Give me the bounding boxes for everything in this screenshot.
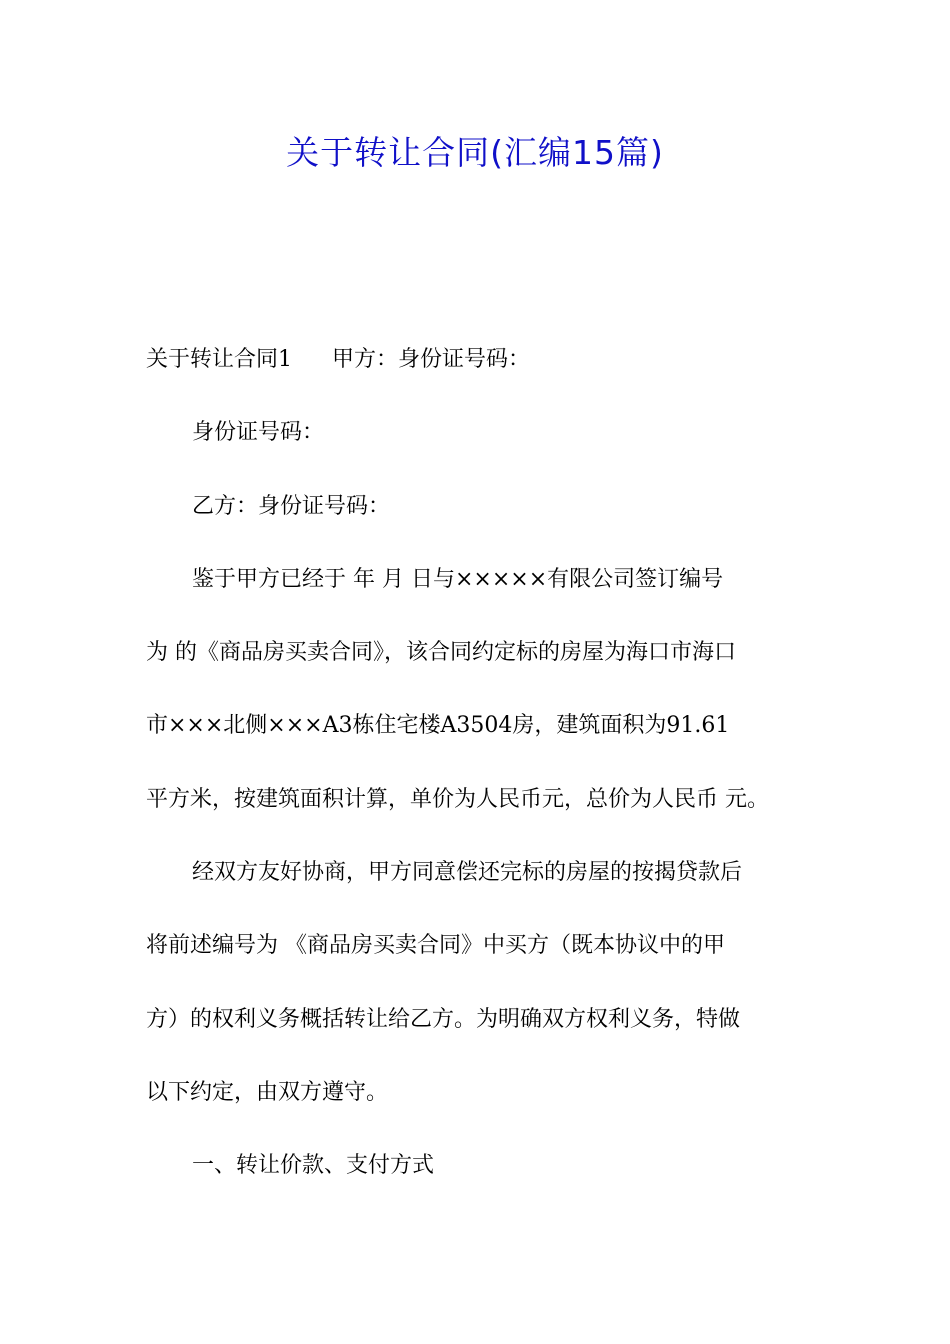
paragraph-line: 方）的权利义务概括转让给乙方。为明确双方权利义务，特做 bbox=[146, 1006, 741, 1032]
section-heading-line: 一、转让价款、支付方式 bbox=[192, 1153, 435, 1179]
document-title: 关于转让合同(汇编15篇) bbox=[286, 133, 664, 172]
paragraph-line: 将前述编号为 《商品房买卖合同》中买方（既本协议中的甲 bbox=[146, 933, 725, 959]
paragraph-line: 平方米，按建筑面积计算，单价为人民币元，总价为人民币 元。 bbox=[146, 786, 769, 812]
paragraph-line: 经双方友好协商，甲方同意偿还完标的房屋的按揭贷款后 bbox=[192, 860, 743, 886]
section-heading: 关于转让合同1 bbox=[146, 347, 292, 372]
paragraph-line: 市×××北侧×××A3栋住宅楼A3504房，建筑面积为91.61 bbox=[146, 713, 730, 739]
paragraph-line: 身份证号码： bbox=[192, 420, 325, 446]
paragraph-line bbox=[146, 333, 816, 387]
document-body bbox=[146, 333, 816, 1213]
party-a-label: 甲方：身份证号码： bbox=[332, 347, 531, 372]
paragraph-line: 以下约定，由双方遵守。 bbox=[146, 1079, 389, 1105]
paragraph-line: 乙方：身份证号码： bbox=[192, 493, 391, 519]
paragraph-line: 鉴于甲方已经于 年 月 日与×××××有限公司签订编号 bbox=[192, 566, 724, 592]
paragraph-line: 为 的《商品房买卖合同》，该合同约定标的房屋为海口市海口 bbox=[146, 640, 736, 666]
